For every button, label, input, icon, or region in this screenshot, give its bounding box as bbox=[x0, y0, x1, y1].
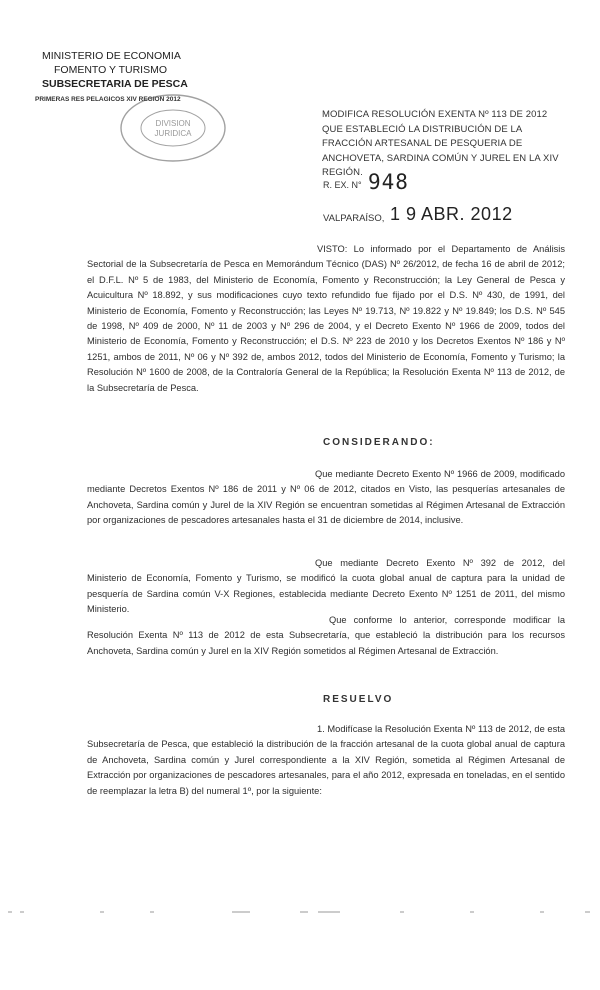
resolution-date: 1 9 ABR. 2012 bbox=[390, 204, 513, 224]
visto-paragraph: VISTO: Lo informado por el Departamento de Análisis Sectorial de la Subsecretaría de Pesca en Memorándum Técnico (DAS) Nº 26/2012, de fecha 16 de abril de 2012; el D.F.L. Nº 5 de 1983, del Ministerio de Economía, Fomento y Reconstrucción; la Ley General de Pesca y Acuicultura Nº 18.892, y sus modificaciones cuyo texto refundido fue fijado por el D.S. Nº 430, de 1991, del Ministerio de Economía, Fomento y Reconstrucción; las Leyes Nº 19.713, Nº 19.822 y Nº 19.849; los D.S. Nº 545 de 1998, Nº 409 de 2000, Nº 11 de 2003 y Nº 296 de 2004, y el Decreto Exento Nº 1966 de 2009, todos del Ministerio de Economía, Fomento y Reconstrucción; el D.S. Nº 223 de 2010 y los Decretos Exentos Nº 186 y Nº 1251, ambos de 2011, Nº 06 y Nº 392 de, ambos 2012, todos del Ministerio de Economía, Fomento y Turismo; la Resolución Nº 1600 de 2008, de la Contraloría General de la República; la Resolución Exenta Nº 113 de 2012, de la Subsecretaría de Pesca. bbox=[87, 244, 565, 393]
division-juridica-stamp bbox=[118, 92, 228, 164]
resuelvo-heading: RESUELVO bbox=[323, 694, 394, 705]
considerando-paragraph-3: Que conforme lo anterior, corresponde modificar la Resolución Exenta Nº 113 de 2012 de esta Subsecretaría, que estableció la distribución para los recursos Anchoveta, Sardina común y Jurel en la XIV Región sometidos al Régimen Artesanal de Extracción. bbox=[87, 615, 565, 656]
stamp-line2: JURIDICA bbox=[154, 129, 192, 138]
subsecretaria-name: SUBSECRETARIA DE PESCA bbox=[42, 78, 188, 90]
scan-artifact-dashes bbox=[0, 904, 600, 914]
considerando-heading: CONSIDERANDO: bbox=[323, 437, 435, 448]
place-label: VALPARAÍSO, bbox=[323, 213, 385, 224]
department-line: PRIMERAS RES PELAGICOS XIV REGION 2012 bbox=[35, 96, 181, 103]
resolution-title: MODIFICA RESOLUCIÓN EXENTA Nº 113 DE 2012 QUE ESTABLECIÓ LA DISTRIBUCIÓN DE LA FRACCIÓN ARTESANAL DE PESQUERIA DE ANCHOVETA, SARDINA COMÚN Y JUREL EN LA XIV REGIÓN. bbox=[322, 109, 559, 179]
resuelvo-paragraph-1: 1. Modifícase la Resolución Exenta Nº 113 de 2012, de esta Subsecretaría de Pesca, que estableció la distribución de la fracción artesanal de la cuota global anual de captura de Anchoveta, Sardina común y Jurel correspondiente a la XIV Región, sometida al Régimen Artesanal de Extracción por organizaciones de pescadores artesanales, para el año 2012, expresada en toneladas, en el sentido de reemplazar la letra B) del numeral 1º, por la siguiente: bbox=[87, 724, 565, 796]
stamp-line1: DIVISION bbox=[155, 119, 191, 128]
ministry-name-line2: FOMENTO Y TURISMO bbox=[54, 64, 167, 76]
considerando-paragraph-1: Que mediante Decreto Exento Nº 1966 de 2009, modificado mediante Decretos Exentos Nº 186 de 2011 y Nº 06 de 2012, citados en Visto, las pesquerías artesanales de Anchoveta, Sardina común y Jurel de la XIV Región se encuentran sometidas al Régimen Artesanal de Extracción por organizaciones de pescadores artesanales hasta el 31 de diciembre de 2014, inclusive. bbox=[87, 469, 565, 526]
ministry-name-line1: MINISTERIO DE ECONOMIA bbox=[42, 50, 181, 62]
resolution-number-label: R. EX. N° bbox=[323, 180, 362, 190]
considerando-paragraph-2: Que mediante Decreto Exento Nº 392 de 2012, del Ministerio de Economía, Fomento y Turismo, se modificó la cuota global anual de captura para la unidad de pesquería de Sardina común V-X Regiones, establecida mediante Decreto Exento Nº 1251 de 2011, del mismo Ministerio. bbox=[87, 558, 565, 615]
ministry-header bbox=[42, 49, 188, 91]
resolution-number: 948 bbox=[368, 170, 409, 194]
